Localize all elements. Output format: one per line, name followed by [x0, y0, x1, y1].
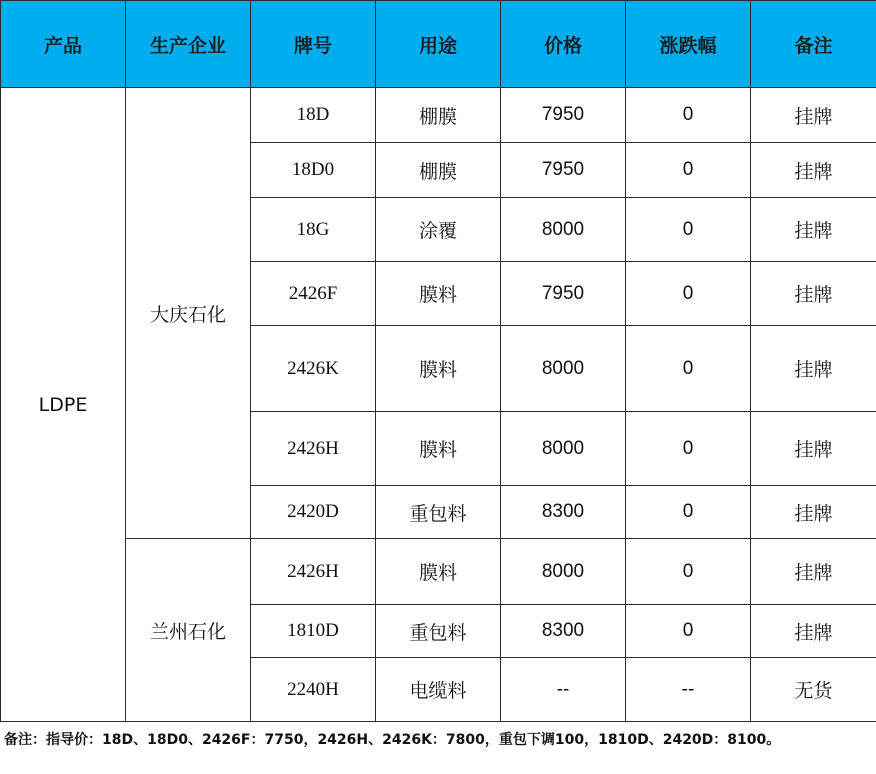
remark-cell: 挂牌	[751, 143, 876, 198]
use-cell: 重包料	[376, 605, 501, 658]
header-price: 价格	[501, 1, 626, 88]
use-cell: 涂覆	[376, 198, 501, 262]
price-cell: 7950	[501, 88, 626, 143]
price-cell: 8000	[501, 326, 626, 412]
remark-cell: 无货	[751, 658, 876, 722]
price-cell: 7950	[501, 143, 626, 198]
remark-cell: 挂牌	[751, 262, 876, 326]
price-cell: --	[501, 658, 626, 722]
remark-cell: 挂牌	[751, 605, 876, 658]
price-cell: 8000	[501, 539, 626, 605]
header-change: 涨跌幅	[626, 1, 751, 88]
price-cell: 8000	[501, 198, 626, 262]
header-use: 用途	[376, 1, 501, 88]
use-cell: 膜料	[376, 412, 501, 486]
use-cell: 重包料	[376, 486, 501, 539]
change-cell: 0	[626, 412, 751, 486]
use-cell: 棚膜	[376, 143, 501, 198]
remark-cell: 挂牌	[751, 326, 876, 412]
change-cell: --	[626, 658, 751, 722]
grade-cell: 2426F	[251, 262, 376, 326]
header-product: 产品	[1, 1, 126, 88]
use-cell: 膜料	[376, 539, 501, 605]
table-row	[1, 88, 876, 143]
grade-cell: 2240H	[251, 658, 376, 722]
change-cell: 0	[626, 88, 751, 143]
change-cell: 0	[626, 262, 751, 326]
grade-cell: 18D0	[251, 143, 376, 198]
grade-cell: 1810D	[251, 605, 376, 658]
product-cell: LDPE	[1, 88, 126, 722]
header-company: 生产企业	[126, 1, 251, 88]
change-cell: 0	[626, 486, 751, 539]
remark-cell: 挂牌	[751, 412, 876, 486]
remark-cell: 挂牌	[751, 198, 876, 262]
header-row	[1, 1, 876, 88]
price-cell: 8300	[501, 605, 626, 658]
company-cell-daqing: 大庆石化	[126, 88, 251, 539]
grade-cell: 18G	[251, 198, 376, 262]
remark-cell: 挂牌	[751, 486, 876, 539]
change-cell: 0	[626, 198, 751, 262]
grade-cell: 2420D	[251, 486, 376, 539]
price-cell: 7950	[501, 262, 626, 326]
header-remark: 备注	[751, 1, 876, 88]
company-cell-lanzhou: 兰州石化	[126, 539, 251, 722]
change-cell: 0	[626, 326, 751, 412]
remark-cell: 挂牌	[751, 539, 876, 605]
change-cell: 0	[626, 605, 751, 658]
grade-cell: 18D	[251, 88, 376, 143]
price-cell: 8000	[501, 412, 626, 486]
remark-cell: 挂牌	[751, 88, 876, 143]
grade-cell: 2426H	[251, 539, 376, 605]
price-cell: 8300	[501, 486, 626, 539]
footnote: 备注：指导价：18D、18D0、2426F：7750，2426H、2426K：7800，重包下调100，1810D、2420D：8100。	[4, 732, 781, 748]
table-row	[1, 539, 876, 605]
use-cell: 棚膜	[376, 88, 501, 143]
header-grade: 牌号	[251, 1, 376, 88]
grade-cell: 2426H	[251, 412, 376, 486]
change-cell: 0	[626, 539, 751, 605]
use-cell: 膜料	[376, 326, 501, 412]
grade-cell: 2426K	[251, 326, 376, 412]
change-cell: 0	[626, 143, 751, 198]
use-cell: 电缆料	[376, 658, 501, 722]
use-cell: 膜料	[376, 262, 501, 326]
